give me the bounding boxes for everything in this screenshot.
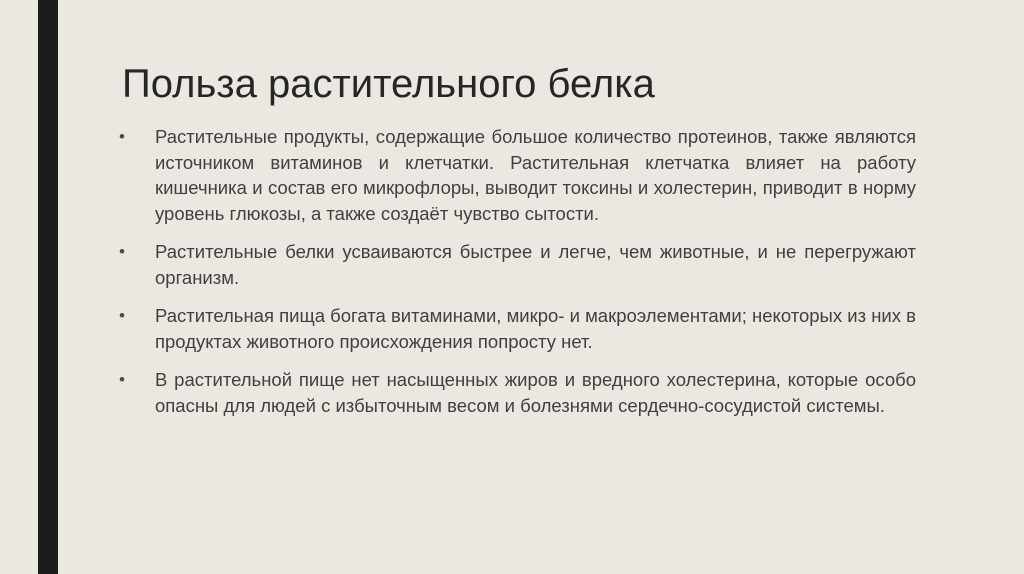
- bullet-item: [119, 367, 916, 418]
- bullet-text: Растительные белки усваиваются быстрее и легче, чем животные, и не перегружают организм.: [155, 241, 916, 288]
- bullet-list: [119, 124, 916, 431]
- bullet-item: [119, 124, 916, 226]
- bullet-item: [119, 239, 916, 290]
- accent-bar: [38, 0, 58, 574]
- bullet-text: Растительная пища богата витаминами, микро- и макроэлементами; некоторых из них в продуктах животного происхождения попросту нет.: [155, 305, 916, 352]
- bullet-item: [119, 303, 916, 354]
- slide-title: Польза растительного белка: [122, 62, 655, 106]
- bullet-marker: •: [119, 306, 125, 325]
- bullet-marker: •: [119, 127, 125, 146]
- bullet-marker: •: [119, 370, 125, 389]
- bullet-text: Растительные продукты, содержащие большое количество протеинов, также являются источником витаминов и клетчатки. Растительная клетчатка влияет на работу кишечника и состав его микрофлоры, выводит токсины и холестерин, приводит в норму уровень глюкозы, а также создаёт чувство сытости.: [155, 126, 916, 224]
- bullet-marker: •: [119, 242, 125, 261]
- bullet-text: В растительной пище нет насыщенных жиров и вредного холестерина, которые особо опасны для людей с избыточным весом и болезнями сердечно-сосудистой системы.: [155, 369, 916, 416]
